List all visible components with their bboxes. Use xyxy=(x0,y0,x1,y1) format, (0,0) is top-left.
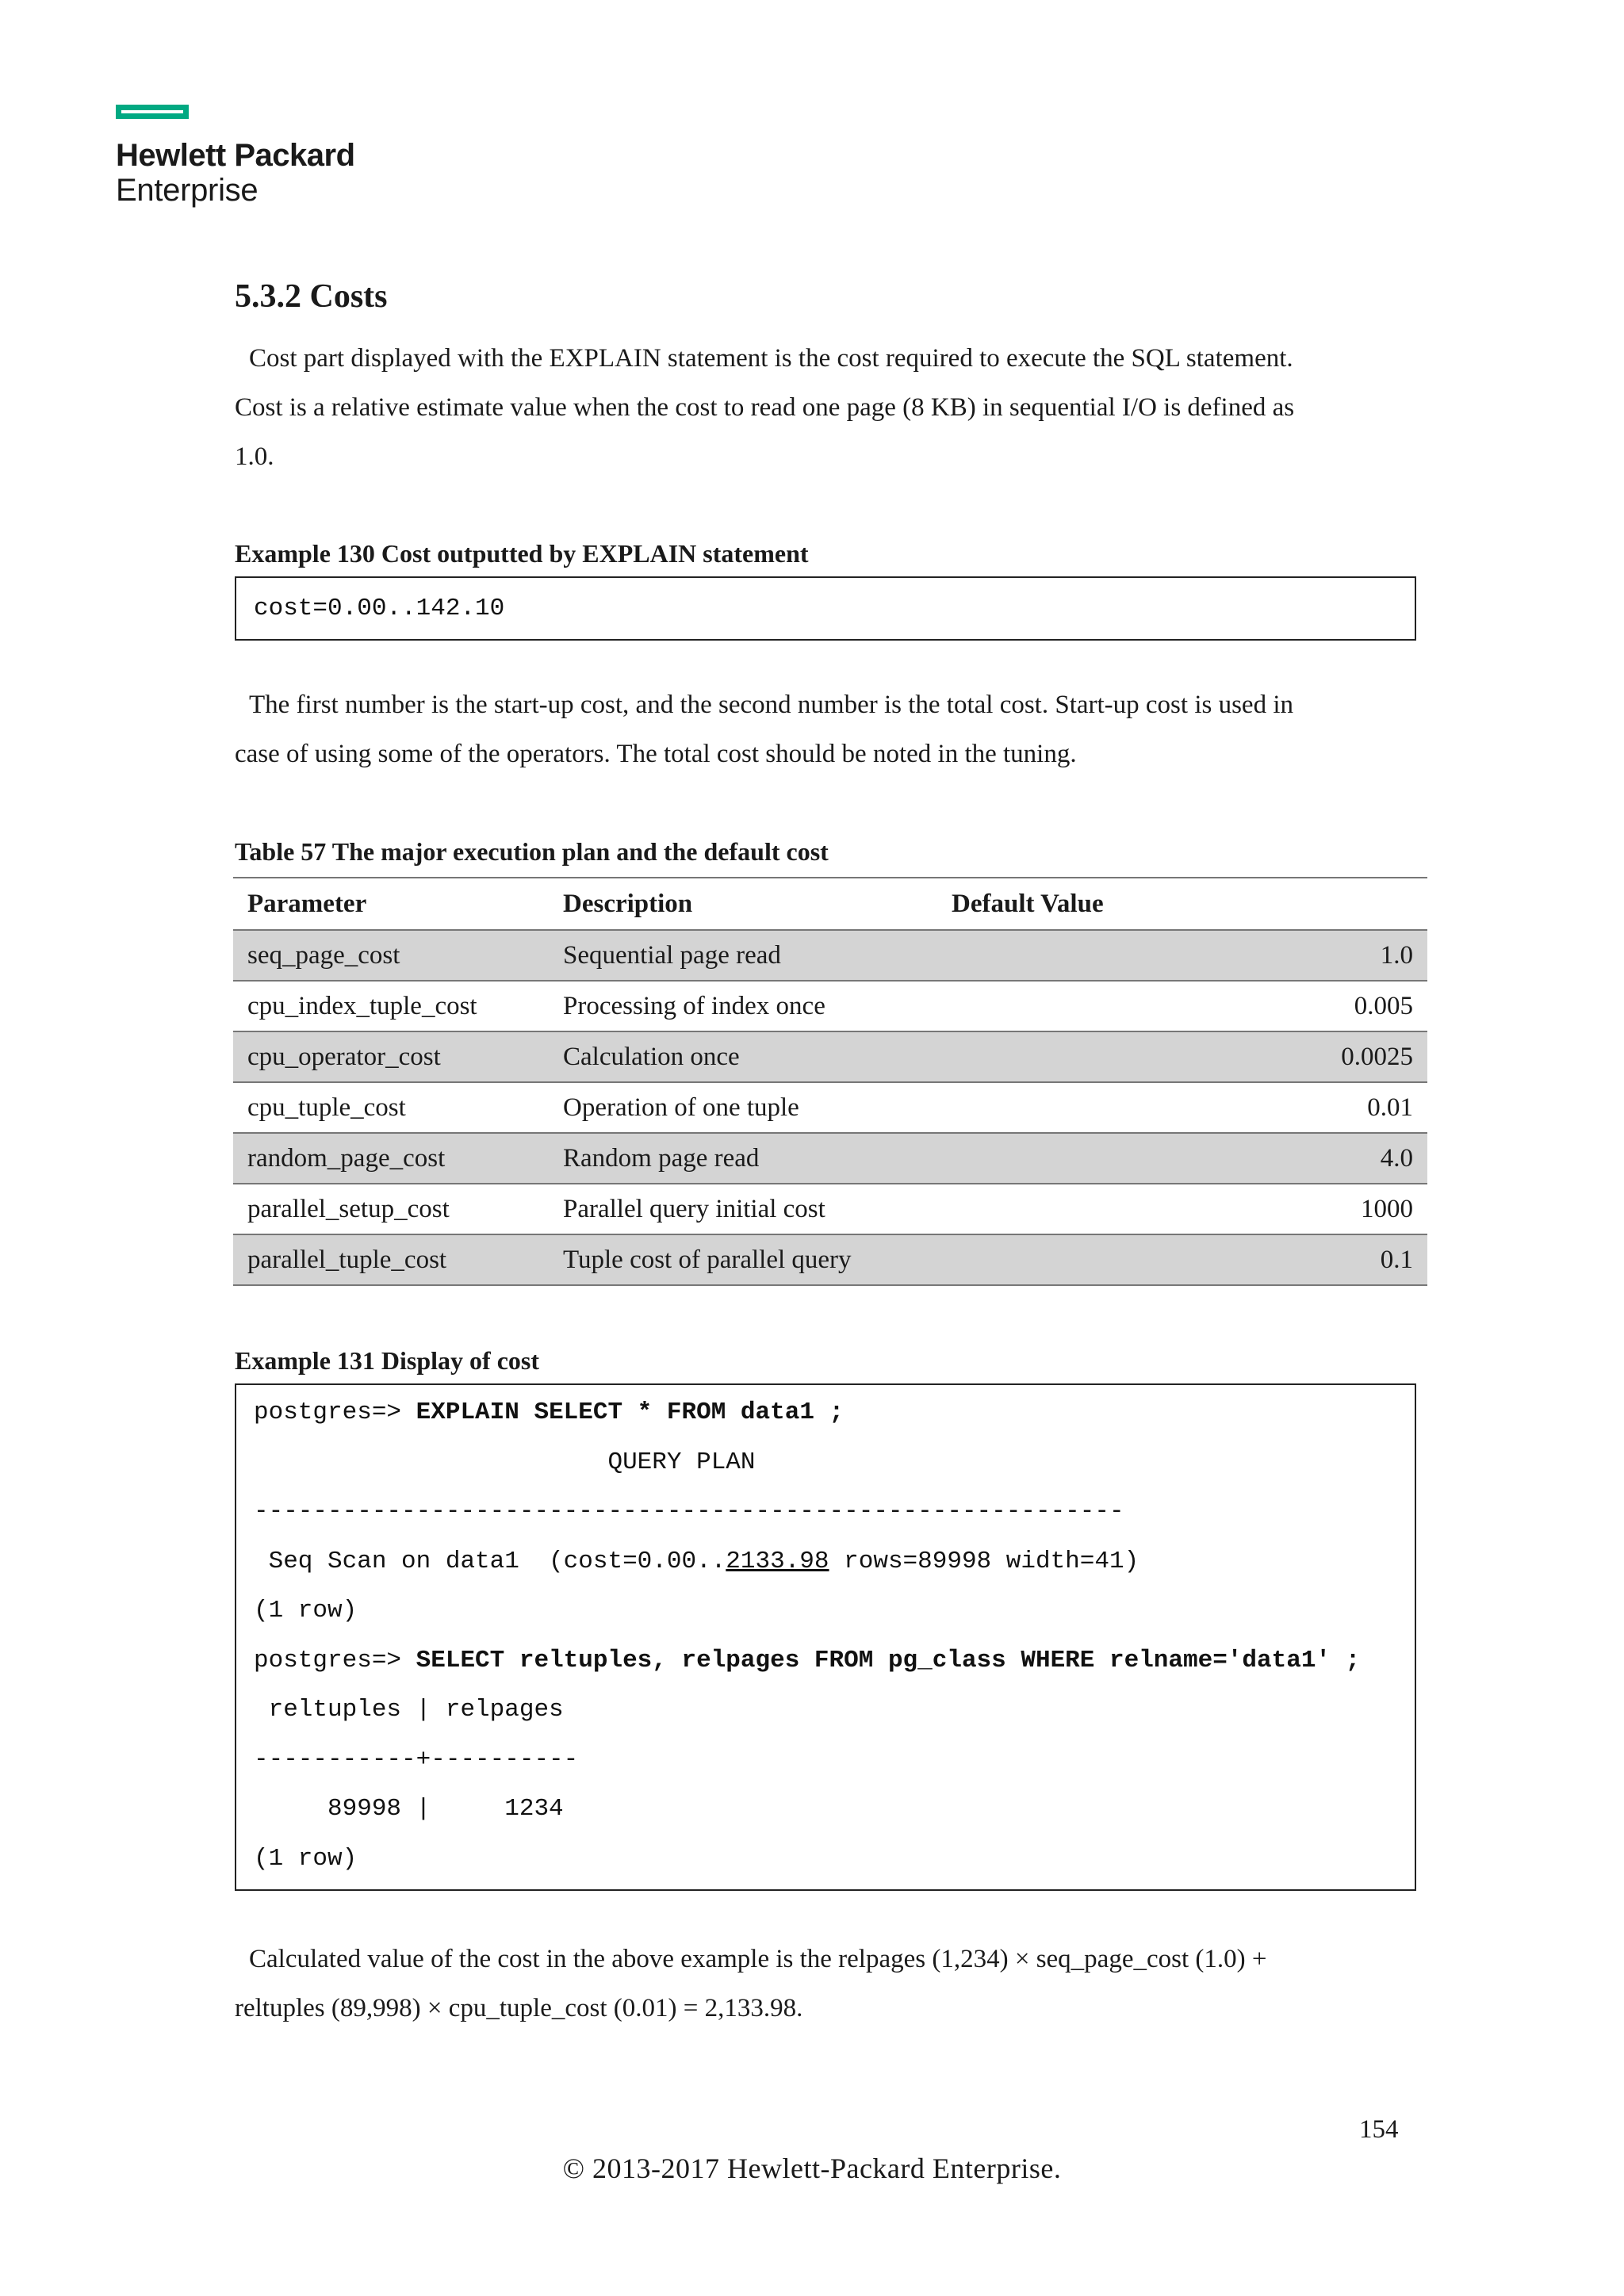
table-row xyxy=(233,930,1427,981)
code-line-explain xyxy=(236,1388,1415,1438)
value-cell: 0.005 xyxy=(937,981,1427,1031)
code-line-result: 89998 | 1234 xyxy=(254,1795,564,1823)
value-cell: 1.0 xyxy=(937,930,1427,981)
param-cell: parallel_setup_cost xyxy=(233,1184,549,1234)
calc-line-1: Calculated value of the cost in the above example is the relpages (1,234) × seq_page_cost (1.0) + xyxy=(249,1945,1267,1973)
total-cost-value: 2133.98 xyxy=(726,1547,829,1575)
example-131-caption: Example 131 Display of cost xyxy=(235,1346,539,1375)
logo-line-1: Hewlett Packard xyxy=(116,138,355,173)
explain-command: EXPLAIN SELECT * FROM data1 ; xyxy=(416,1399,845,1426)
code-line-separator: ----------------------------------------------------------- xyxy=(254,1498,1124,1525)
desc-cell: Operation of one tuple xyxy=(549,1082,937,1133)
table-header-row xyxy=(233,878,1427,930)
header-parameter: Parameter xyxy=(233,878,549,930)
intro-line-2: Cost is a relative estimate value when the cost to read one page (8 KB) in sequential I/O is defined as xyxy=(235,393,1295,422)
intro-paragraph xyxy=(235,334,1411,481)
table-row xyxy=(233,1234,1427,1285)
header-description: Description xyxy=(549,878,937,930)
param-cell: cpu_operator_cost xyxy=(233,1031,549,1082)
code-line-row-count-2: (1 row) xyxy=(254,1844,358,1873)
page-number: 154 xyxy=(1359,2115,1399,2144)
table-row xyxy=(233,1133,1427,1184)
startup-line-2: case of using some of the operators. The total cost should be noted in the tuning. xyxy=(235,740,1077,768)
logo-line-2: Enterprise xyxy=(116,173,259,208)
code-line-seq-scan xyxy=(236,1537,1415,1587)
desc-cell: Sequential page read xyxy=(549,930,937,981)
table-row xyxy=(233,981,1427,1031)
intro-line-3: 1.0. xyxy=(235,442,274,471)
calc-line-2: reltuples (89,998) × cpu_tuple_cost (0.01) = 2,133.98. xyxy=(235,1994,803,2022)
value-cell: 4.0 xyxy=(937,1133,1427,1184)
param-cell: seq_page_cost xyxy=(233,930,549,981)
copyright-notice: © 2013-2017 Hewlett-Packard Enterprise. xyxy=(562,2152,1062,2184)
table-row xyxy=(233,1031,1427,1082)
psql-prompt: postgres=> xyxy=(254,1646,416,1674)
value-cell: 1000 xyxy=(937,1184,1427,1234)
startup-paragraph xyxy=(235,680,1411,779)
desc-cell: Processing of index once xyxy=(549,981,937,1031)
code-line-row-count: (1 row) xyxy=(254,1597,358,1624)
table-57-caption: Table 57 The major execution plan and the default cost xyxy=(235,837,829,866)
code-line-column-header: reltuples | relpages xyxy=(254,1696,564,1724)
param-cell: cpu_tuple_cost xyxy=(233,1082,549,1133)
section-title: 5.3.2 Costs xyxy=(235,278,388,315)
startup-line-1: The first number is the start-up cost, and the second number is the total cost. Start-up cost is used in xyxy=(249,691,1293,719)
code-line-plan-header: QUERY PLAN xyxy=(254,1448,756,1476)
value-cell: 0.1 xyxy=(937,1234,1427,1285)
example-130-code-box xyxy=(235,576,1416,641)
example-131-code-box xyxy=(235,1383,1416,1891)
desc-cell: Calculation once xyxy=(549,1031,937,1082)
psql-prompt: postgres=> xyxy=(254,1399,416,1426)
cost-parameters-table xyxy=(233,877,1427,1286)
seq-scan-rows-width: rows=89998 width=41) xyxy=(829,1547,1139,1575)
table-row xyxy=(233,1184,1427,1234)
param-cell: cpu_index_tuple_cost xyxy=(233,981,549,1031)
example-130-code: cost=0.00..142.10 xyxy=(254,595,505,622)
select-command: SELECT reltuples, relpages FROM pg_class WHERE relname='data1' ; xyxy=(416,1646,1361,1674)
intro-line-1: Cost part displayed with the EXPLAIN statement is the cost required to execute the SQL statement. xyxy=(249,344,1293,373)
param-cell: random_page_cost xyxy=(233,1133,549,1184)
calculation-paragraph xyxy=(235,1934,1411,2033)
hpe-logo-mark xyxy=(116,105,189,119)
seq-scan-text: Seq Scan on data1 (cost=0.00.. xyxy=(254,1547,726,1575)
code-line-separator-2: -----------+---------- xyxy=(254,1745,579,1774)
value-cell: 0.01 xyxy=(937,1082,1427,1133)
hpe-logo xyxy=(116,105,355,208)
header-default-value: Default Value xyxy=(937,878,1427,930)
desc-cell: Tuple cost of parallel query xyxy=(549,1234,937,1285)
param-cell: parallel_tuple_cost xyxy=(233,1234,549,1285)
value-cell: 0.0025 xyxy=(937,1031,1427,1082)
desc-cell: Parallel query initial cost xyxy=(549,1184,937,1234)
table-row xyxy=(233,1082,1427,1133)
code-line-select xyxy=(236,1636,1415,1686)
desc-cell: Random page read xyxy=(549,1133,937,1184)
example-130-caption: Example 130 Cost outputted by EXPLAIN statement xyxy=(235,539,809,568)
